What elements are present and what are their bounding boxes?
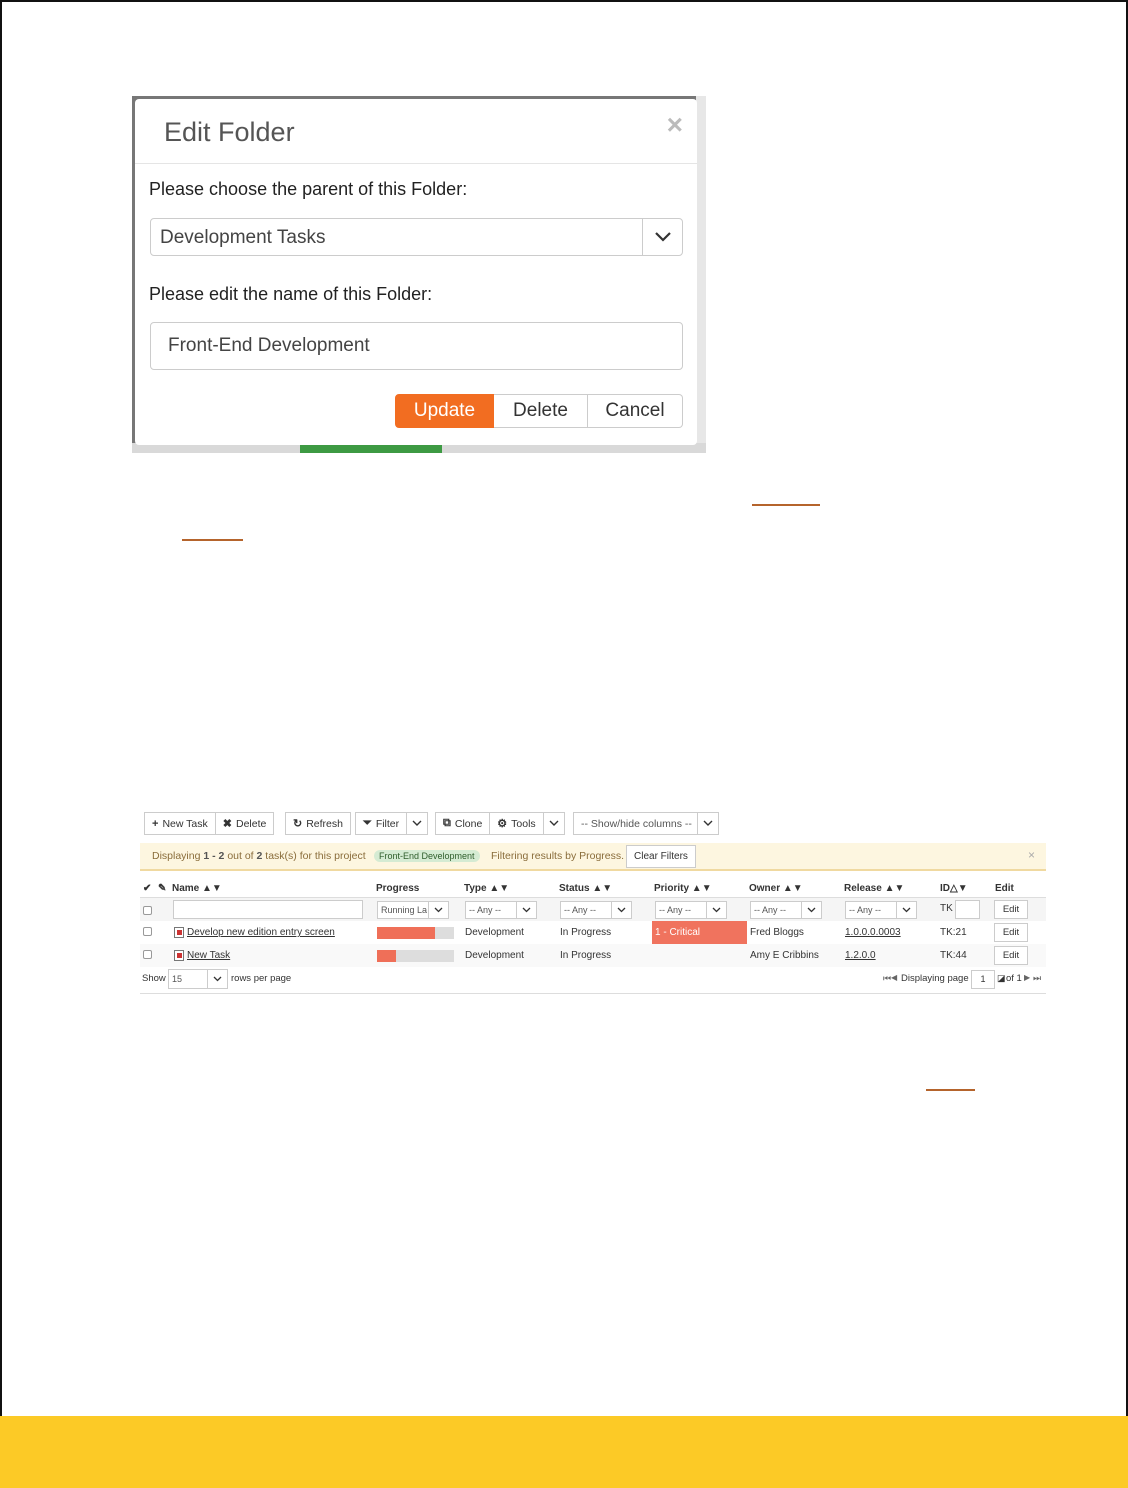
parent-folder-value: Development Tasks <box>160 227 326 248</box>
progress-filter-select[interactable] <box>377 901 449 919</box>
task-grid-screenshot <box>138 807 1048 997</box>
banner-out-of: out of <box>227 850 254 862</box>
task-status: In Progress <box>560 927 612 938</box>
clone-icon: ⧉ <box>443 817 451 829</box>
parent-folder-label: Please choose the parent of this Folder: <box>149 179 468 199</box>
column-header-release[interactable] <box>844 883 904 894</box>
refresh-label: Refresh <box>306 817 343 830</box>
sort-icon[interactable]: ▲▼ <box>202 883 222 894</box>
task-type: Development <box>465 950 524 961</box>
refresh-icon: ↻ <box>293 818 303 830</box>
rows-per-page-label: rows per page <box>231 973 292 984</box>
task-name-link[interactable]: New Task <box>187 950 231 961</box>
plus-icon: + <box>152 817 159 830</box>
sort-icon[interactable]: ▲▼ <box>489 883 510 894</box>
filter-row-checkbox[interactable] <box>143 906 152 915</box>
sort-icon[interactable]: △▼ <box>950 883 968 894</box>
column-header-name[interactable] <box>172 883 222 894</box>
priority-filter-select[interactable] <box>655 901 727 919</box>
banner-suffix: task(s) for this project <box>265 850 366 862</box>
filter-description: Filtering results by Progress. <box>491 850 625 862</box>
next-page-icon[interactable]: ▶ <box>1024 973 1031 982</box>
new-task-label: New Task <box>162 817 208 830</box>
folder-name-input[interactable] <box>150 322 683 370</box>
tools-dropdown[interactable] <box>544 812 565 835</box>
show-label: Show <box>142 973 166 984</box>
folder-name-label: Please edit the name of this Folder: <box>149 284 433 304</box>
show-hide-columns-label: -- Show/hide columns -- <box>573 812 698 835</box>
delete-button[interactable]: Delete <box>494 394 588 428</box>
column-header-edit: Edit <box>995 883 1014 894</box>
filter-button[interactable] <box>355 812 407 835</box>
toolbar-group-tools <box>435 812 565 835</box>
edit-row-button[interactable]: Edit <box>994 923 1028 942</box>
name-header-label: Name <box>172 883 200 894</box>
first-page-icon[interactable]: ⏮ <box>883 973 892 983</box>
close-icon[interactable]: × <box>1027 848 1035 862</box>
chevron-down-icon <box>703 820 713 827</box>
progress-fill <box>377 927 435 939</box>
filter-banner <box>140 843 1046 871</box>
release-filter-select[interactable] <box>845 901 917 919</box>
task-status: In Progress <box>560 950 612 961</box>
task-icon <box>174 950 184 961</box>
task-owner: Fred Bloggs <box>750 927 804 938</box>
page-jump-icon[interactable]: ◪ <box>997 973 1006 983</box>
rows-per-page-select[interactable] <box>168 969 228 989</box>
show-hide-dropdown[interactable] <box>698 812 719 835</box>
task-release-link[interactable]: 1.0.0.0.0003 <box>845 927 901 938</box>
column-header-progress[interactable]: Progress <box>376 883 420 894</box>
times-icon: ✖ <box>222 818 232 830</box>
progress-bar <box>377 950 454 962</box>
banner-total: 2 <box>256 850 263 862</box>
chevron-down-icon[interactable] <box>706 902 726 918</box>
link-underline <box>752 504 820 506</box>
release-header-label: Release <box>844 883 882 894</box>
dialog-divider <box>135 163 697 164</box>
owner-header-label: Owner <box>749 883 781 894</box>
filter-label: Filter <box>375 817 400 830</box>
priority-filter-value: -- Any -- <box>659 905 692 915</box>
banner-prefix: Displaying <box>152 850 201 862</box>
filter-icon: ⏷ <box>363 817 372 829</box>
chevron-down-icon[interactable] <box>207 970 227 988</box>
grid-bottom-divider <box>140 993 1046 994</box>
id-header-label: ID <box>940 883 950 894</box>
clear-filters-button[interactable]: Clear Filters <box>626 845 696 868</box>
banner-count-text <box>152 850 366 862</box>
column-header-id[interactable] <box>940 883 968 894</box>
displaying-page-label: Displaying page <box>901 973 969 984</box>
chevron-down-icon[interactable] <box>642 219 682 255</box>
dialog-title: Edit Folder <box>164 117 295 147</box>
task-id: TK:21 <box>940 927 967 938</box>
task-release-link[interactable]: 1.2.0.0 <box>845 950 876 961</box>
chevron-down-icon <box>549 820 559 827</box>
clone-button[interactable] <box>435 812 490 835</box>
sort-icon[interactable]: ▲▼ <box>782 883 803 894</box>
column-header-type[interactable] <box>464 883 509 894</box>
column-header-status[interactable] <box>559 883 612 894</box>
dialog-button-group <box>395 394 683 428</box>
update-button[interactable]: Update <box>395 394 494 428</box>
cancel-button[interactable]: Cancel <box>588 394 683 428</box>
task-icon <box>174 927 184 938</box>
column-header-priority[interactable] <box>654 883 712 894</box>
edit-folder-dialog <box>135 99 697 445</box>
tools-button[interactable] <box>490 812 543 835</box>
show-hide-columns-select[interactable] <box>573 812 719 835</box>
owner-filter-value: -- Any -- <box>754 905 787 915</box>
row-checkbox[interactable] <box>143 927 152 936</box>
type-filter-value: -- Any -- <box>469 905 502 915</box>
type-header-label: Type <box>464 883 487 894</box>
chevron-down-icon[interactable] <box>801 902 821 918</box>
type-filter-select[interactable] <box>465 901 537 919</box>
sort-icon[interactable]: ▲▼ <box>592 883 613 894</box>
owner-filter-select[interactable] <box>750 901 822 919</box>
priority-header-label: Priority <box>654 883 690 894</box>
toolbar-group-refresh <box>285 812 351 835</box>
status-filter-select[interactable] <box>560 901 632 919</box>
task-type: Development <box>465 927 524 938</box>
sort-icon[interactable]: ▲▼ <box>691 883 712 894</box>
banner-range: 1 - 2 <box>203 850 225 862</box>
select-all-check-icon[interactable]: ✔ <box>143 883 152 894</box>
id-filter-prefix: TK <box>940 903 953 914</box>
delete-tasks-button[interactable] <box>216 812 275 835</box>
task-name-link[interactable]: Develop new edition entry screen <box>187 927 335 938</box>
chevron-down-icon[interactable] <box>896 902 916 918</box>
progress-bar <box>377 927 454 939</box>
release-filter-value: -- Any -- <box>849 905 882 915</box>
folder-pill: Front-End Development <box>374 850 480 862</box>
chevron-down-icon <box>412 820 422 827</box>
task-id: TK:44 <box>940 950 967 961</box>
column-header-owner[interactable] <box>749 883 803 894</box>
status-header-label: Status <box>559 883 590 894</box>
last-page-icon[interactable]: ⏭ <box>1033 973 1042 983</box>
tools-label: Tools <box>511 817 536 830</box>
task-owner: Amy E Cribbins <box>750 950 819 961</box>
row-checkbox[interactable] <box>143 950 152 959</box>
filter-dropdown[interactable] <box>407 812 428 835</box>
filter-apply-button[interactable]: Edit <box>994 900 1028 919</box>
background-column <box>696 96 706 453</box>
chevron-down-icon[interactable] <box>428 902 448 918</box>
progress-fill <box>377 950 396 962</box>
background-highlight <box>300 445 442 453</box>
name-filter-input[interactable] <box>173 900 363 919</box>
close-icon[interactable]: × <box>666 109 683 140</box>
link-underline <box>182 539 243 541</box>
link-underline <box>926 1089 975 1091</box>
edit-folder-screenshot <box>132 96 706 453</box>
chevron-down-icon[interactable] <box>611 902 631 918</box>
id-filter-input[interactable] <box>955 900 980 919</box>
rows-per-page-value: 15 <box>172 974 183 984</box>
footer-band <box>0 1416 1128 1488</box>
new-task-button[interactable] <box>144 812 216 835</box>
parent-folder-select[interactable] <box>150 218 683 256</box>
sort-icon[interactable]: ▲▼ <box>884 883 905 894</box>
task-priority: 1 - Critical <box>655 927 701 938</box>
toolbar-group-filter <box>355 812 428 835</box>
chevron-down-icon[interactable] <box>516 902 536 918</box>
progress-filter-value: Running La <box>381 905 428 915</box>
refresh-button[interactable] <box>285 812 351 835</box>
gear-icon: ⚙ <box>497 818 508 830</box>
previous-page-icon[interactable]: ◀ <box>891 973 898 982</box>
edit-row-button[interactable]: Edit <box>994 946 1028 965</box>
delete-label: Delete <box>235 817 267 830</box>
attachment-icon: ✎ <box>158 883 167 894</box>
status-filter-value: -- Any -- <box>564 905 597 915</box>
clone-label: Clone <box>454 817 483 830</box>
toolbar-group-main <box>144 812 274 835</box>
total-pages-label: of 1 <box>1006 973 1022 984</box>
page-number-input[interactable]: 1 <box>971 970 995 989</box>
